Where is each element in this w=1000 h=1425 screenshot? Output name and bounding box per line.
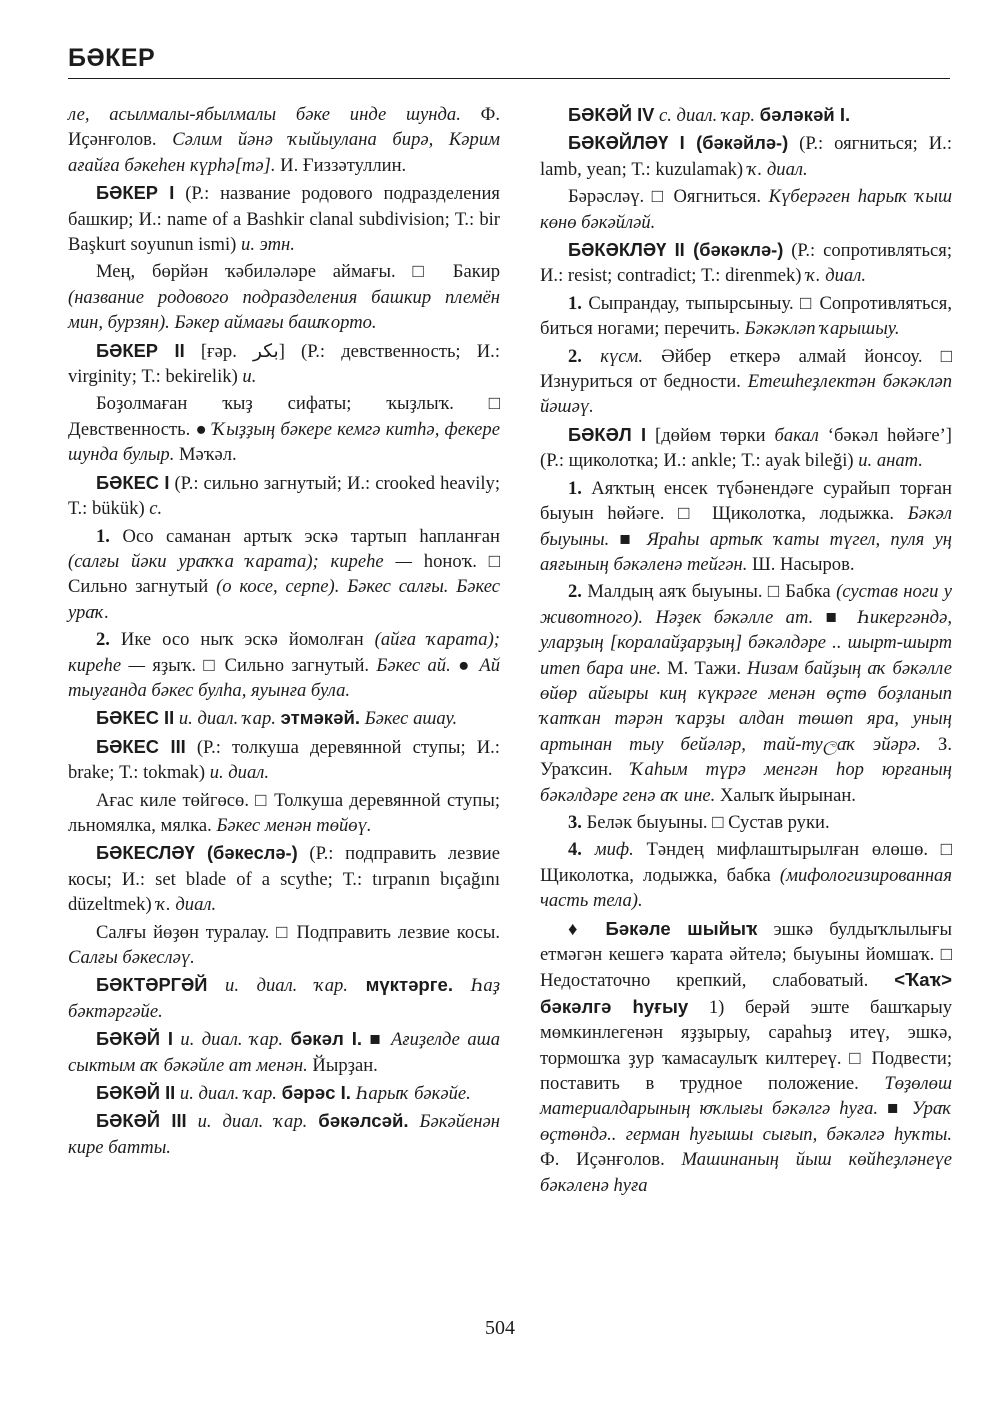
dictionary-entry-paragraph — [540, 579, 952, 808]
italic-text: ҡ. диал. — [806, 265, 866, 287]
italic-text: и. диал. ҡар. — [225, 975, 348, 997]
entry-text: Малдың аяҡ быуыны. □ Бабка — [581, 581, 837, 603]
italic-text: (салғы йәки ураҡҡа ҡарата); киреһе — — [68, 550, 412, 572]
dictionary-entry-paragraph — [540, 237, 952, 289]
entry-text: ‘бәкәл һөйәге’] (Р.: щиколотка; И.: ankle; Т.: ayak bileği) — [540, 424, 952, 472]
entry-text: бәкәлсәй. — [318, 1110, 409, 1132]
italic-text: Бәкәкләп ҡарышыу. — [744, 318, 900, 340]
dictionary-entry-paragraph — [68, 788, 500, 839]
entry-text: ■ — [813, 606, 858, 628]
entry-text — [348, 975, 366, 996]
dictionary-entry-paragraph — [68, 840, 500, 917]
dictionary-entry-paragraph — [540, 476, 952, 578]
italic-text: Яраһы артыҡ ҡаты түгел, пуля уң аяғының бәкәленә тейгән. — [540, 528, 953, 575]
entry-text: М. Тажи. — [661, 657, 748, 679]
dictionary-entry-paragraph — [68, 972, 500, 1024]
italic-text: Бәкес ай. — [376, 654, 451, 676]
dictionary-entry-paragraph — [68, 338, 500, 390]
headword: БӘКӘКЛӘҮ II (бәкәклә-) — [568, 239, 784, 261]
headword: БӘКӘЙ IV — [568, 104, 655, 125]
italic-text: Салғы бәкесләү. — [68, 947, 195, 968]
italic-text: Сәлим йәнә ҡыйыулана бирә, Кәрим ағайға бәкеһен күрһә[тә]. — [68, 129, 500, 176]
dictionary-entry-paragraph — [540, 291, 952, 342]
entry-text: Ф. Иҫәнғолов. — [540, 1149, 682, 1171]
italic-text: Күберәген һарыҡ ҡыш көнө бәкәйләй. — [540, 186, 952, 233]
entry-text: (Р.: название родового подразделения башкир; И.: name of a Bashkir clanal subdivision; Т.: bir Başkurt soyunun ismi) — [68, 183, 500, 256]
italic-text: Ай тыуғанда бәкес булһа, яуынға була. — [68, 654, 501, 701]
italic-text: (айға ҡарата); киреһе — — [68, 629, 500, 676]
italic-text: и. диал. — [209, 762, 270, 784]
italic-text: Ҡыҙҙың бәкере кемгә китһә, фекере шунда булыр. — [68, 418, 500, 466]
entry-text: Ш. Насыров. — [747, 553, 855, 575]
entry-text: Мең, бөрйән ҡәбиләләре аймағы. □ Бакир — [96, 261, 500, 283]
headword: БӘКЕС I — [96, 471, 170, 493]
entry-text: (Р.: оягниться; И.: lamb, yean; Т.: kuzulamak) — [540, 133, 952, 180]
italic-text: и. диал. ҡар. — [178, 708, 276, 730]
dictionary-entry-paragraph — [540, 344, 952, 420]
italic-text: (название родового подразделения башкир племён мин, бурзян). Бәкер аймағы башҡорто. — [68, 286, 500, 334]
dictionary-entry-paragraph — [68, 470, 500, 522]
italic-text: (сустав ноги у животного). Нәҙек бәкәлле ат. — [540, 581, 953, 628]
headword: БӘКӘЛ I — [568, 423, 647, 445]
dictionary-entry-paragraph — [540, 184, 952, 235]
entry-text: 2. — [568, 581, 582, 603]
italic-text: күсм. — [600, 345, 643, 367]
italic-text: Төҙөлөш материалдарының юҡлығы бәкәлгә һуға. — [540, 1073, 952, 1120]
entry-text — [582, 839, 595, 860]
italic-text: и. анат. — [858, 450, 923, 472]
dictionary-entry-paragraph — [540, 422, 952, 474]
entry-text: Халыҡ йырынан. — [715, 784, 856, 806]
entry-text: <Ҡаҡ> бәкәлгә һуғыу — [540, 969, 952, 1017]
headword: БӘКЕР I — [96, 182, 175, 204]
entry-text: бәләкәй I. — [759, 104, 851, 125]
entry-text: ● — [450, 654, 480, 676]
entry-text: 1. — [568, 292, 582, 314]
dictionary-entry-paragraph — [68, 102, 500, 178]
entry-text: ♦ Бәкәле шыйыҡ — [568, 917, 758, 939]
italic-text: Бәкәл быуыны. — [540, 503, 952, 550]
entry-text: Салғы йөҙөн туралау. □ Подправить лезвие косы. — [96, 921, 500, 943]
entry-text — [307, 1111, 318, 1132]
italic-text: и. диал. ҡар. — [180, 1029, 284, 1051]
entry-text: Боҙолмаған ҡыҙ сифаты; ҡыҙлыҡ. □ Девственность. ● — [68, 393, 500, 440]
dictionary-entry-paragraph — [68, 627, 500, 703]
entry-text: Мәҡәл. — [174, 444, 237, 466]
dictionary-entry-paragraph — [540, 130, 952, 182]
entry-text: этмәкәй. — [280, 707, 361, 729]
entry-text: 1. — [568, 477, 582, 499]
italic-text: миф. — [594, 839, 634, 861]
italic-text: и. диал. ҡар. — [197, 1111, 308, 1133]
italic-text: с. диал. ҡар. — [659, 105, 756, 126]
italic-text: ле, асылмалы-ябылмалы бәке инде шунда. — [68, 104, 461, 125]
italic-text: Бәкес ашау. — [364, 708, 458, 730]
entry-text: [ғәр. بكر] (Р.: девственность; И.: virginity; Т.: bekirelik) — [68, 340, 500, 388]
entry-text: ■ — [362, 1029, 391, 1051]
dictionary-entry-paragraph — [68, 524, 500, 626]
entry-text: Ағас киле төйгөсө. □ Толкуша деревянной ступы; льномялка, мялка. — [68, 789, 500, 836]
italic-text: (мифологизированная часть тела). — [540, 864, 952, 912]
entry-text: [дөйөм төрки — [646, 424, 775, 446]
dictionary-entry-paragraph — [68, 1080, 500, 1106]
page-number: 504 — [485, 1317, 515, 1339]
italic-text: Ураҡ өҫтөндә.. герман һуғышы сығып, бәкәлгә һуҡты. — [540, 1098, 952, 1145]
entry-text: И. Ғиззәтуллин. — [275, 154, 407, 176]
entry-text: (Р.: сопротивляться; И.: resist; contradict; Т.: direnmek) — [540, 240, 952, 287]
entry-text: Тәндең мифлаштырылған өлөшө. □ Щиколотка, лодыжка, бабка — [540, 839, 952, 886]
italic-text: Бәкәйенән кире батты. — [68, 1111, 500, 1158]
italic-text: с. — [149, 498, 163, 520]
italic-text: Машинаның йыш көйһеҙләнеүе бәкәленә һуға — [540, 1149, 953, 1196]
running-head: БӘКЕР — [68, 44, 156, 72]
entry-text: 1. — [96, 525, 110, 547]
italic-text: Һикергәндә, уларҙың [коралайҙарҙың] бәкәлдәре .. шырт-шырт итеп бара ине. — [540, 606, 952, 679]
italic-text: Етешһеҙлектән бәкәкләп йәшәү. — [540, 371, 952, 418]
entry-text: яҙыҡ. □ Сильно загнутый. — [144, 654, 377, 676]
entry-text: 1) берәй эште башҡарыу мөмкинлегенән яҙҙырыу, сараһыҙ итеү, эшкә, тормошҡа ҙур ҡамасаулыҡ килтереү. □ Подвести; поставить в трудное положение. — [540, 996, 952, 1095]
italic-text: Ҡаһым түрә менгән һор юрғаның бәкәлдәре генә аҡ ине. — [540, 759, 952, 806]
entry-text: Аяҡтың енсек түбәнендәге сурайып торған быуын һөйәге. □ Щиколотка, лодыжка. — [540, 477, 952, 525]
headword: БӘКӘЙ I — [96, 1028, 173, 1050]
headword: БӘКЕС III — [96, 735, 186, 757]
entry-text: (Р.: сильно загнутый; И.: crooked heavily; Т.: bükük) — [68, 472, 500, 520]
italic-text: Ағиҙелде аша сыктым аҡ бәкәйле ат менән. — [68, 1029, 500, 1076]
italic-text: и. этн. — [241, 234, 295, 256]
headword: БӘКЕС II — [96, 707, 175, 729]
dictionary-entry-paragraph — [540, 810, 952, 835]
italic-text: Низам байҙың аҡ бәкәлле өйөр айғыры киң күкрәге менән өҫтө боҙланып ҡатҡан тәрән ҡарҙы алдан төшөп яра, уның артынан тыу бейәләр, тай-туලаҡ эйәрә. — [540, 657, 952, 755]
entry-text: Ф. Иҫәнғолов. — [68, 104, 500, 151]
entry-text: бәрәс I. — [281, 1082, 351, 1104]
italic-text: и. — [242, 366, 257, 388]
entry-text — [207, 975, 225, 996]
dictionary-entry-paragraph — [540, 916, 952, 1198]
italic-text: и. диал. ҡар. — [179, 1083, 277, 1105]
right-column — [540, 102, 952, 1200]
dictionary-entry-paragraph — [540, 837, 952, 913]
entry-text: мүктәрге. — [365, 974, 454, 996]
entry-text: Ике осо ныҡ эскә йомолған — [109, 629, 375, 651]
dictionary-entry-paragraph — [540, 102, 952, 128]
entry-text: З. Ураҡсин. — [540, 733, 952, 781]
italic-text: (о косе, серпе). Бәкес салғы. Бәкес ураҡ. — [68, 576, 500, 623]
dictionary-entry-paragraph — [68, 705, 500, 731]
entry-text: Бәрәсләү. □ Оягниться. — [568, 186, 769, 208]
entry-text: 2. — [96, 629, 110, 651]
entry-text: 3. — [568, 811, 582, 833]
entry-text — [453, 975, 471, 996]
headword: БӘКЕР II — [96, 339, 185, 361]
entry-text: 2. — [568, 345, 582, 367]
headword: БӘКӘЙЛӘҮ I (бәкәйлә-) — [568, 132, 789, 154]
entry-text: Сыпрандау, тыпырсыныу. □ Сопротивляться, биться ногами; перечить. — [540, 292, 952, 340]
entry-text: (Р.: подправить лезвие косы; И.: set blade of a scythe; Т.: tırpanın bıçağını düzeltmek) — [68, 843, 500, 916]
entry-text: Әйбер еткерә алмай йонсоу. □ Изнуриться от бедности. — [540, 345, 952, 393]
dictionary-entry-paragraph — [68, 180, 500, 257]
entry-text: Беләк быуыны. □ Сустав руки. — [581, 811, 830, 833]
entry-text: ■ — [609, 528, 647, 550]
entry-text: Осо саманан артыҡ эскә тартып һапланған — [109, 525, 500, 547]
dictionary-entry-paragraph — [68, 920, 500, 971]
italic-text: Бәкес менән төйөү. — [216, 814, 372, 836]
headword: БӘКТӘРГӘЙ — [96, 974, 208, 996]
entry-text: Йырҙан. — [307, 1054, 378, 1076]
dictionary-entry-paragraph — [68, 1026, 500, 1078]
entry-text: (Р.: толкуша деревянной ступы; И.: brake; Т.: tokmak) — [68, 736, 500, 784]
entry-text: 4. — [568, 839, 582, 861]
entry-text: бәкәл I. — [290, 1028, 363, 1050]
italic-text: бакал — [774, 424, 819, 446]
dictionary-entry-paragraph — [68, 259, 500, 335]
entry-text: һоноҡ. □ Сильно загнутый — [68, 550, 500, 598]
left-column — [68, 102, 500, 1162]
entry-text: эшкә булдыҡлылығы етмәгән кешегә ҡарата әйтелә; быуыны йомшаҡ. □ Недостаточно крепкий, слабоватый. — [540, 918, 952, 992]
entry-text — [582, 346, 600, 367]
dictionary-entry-paragraph — [68, 391, 500, 467]
headword: БӘКӘЙ III — [96, 1110, 187, 1132]
dictionary-entry-paragraph — [68, 1108, 500, 1160]
header-rule — [68, 78, 950, 79]
entry-text: ■ — [878, 1098, 912, 1120]
italic-text: Һаҙ бәктәргәйе. — [68, 975, 500, 1022]
italic-text: ҡ. диал. — [747, 158, 808, 180]
entry-text — [409, 1111, 420, 1132]
entry-text — [187, 1111, 198, 1132]
headword: БӘКЕСЛӘҮ (бәкеслә-) — [96, 842, 298, 864]
headword: БӘКӘЙ II — [96, 1082, 176, 1104]
dictionary-entry-paragraph — [68, 734, 500, 786]
italic-text: Һарыҡ бәкәйе. — [355, 1083, 471, 1105]
italic-text: ҡ. диал. — [156, 894, 217, 916]
